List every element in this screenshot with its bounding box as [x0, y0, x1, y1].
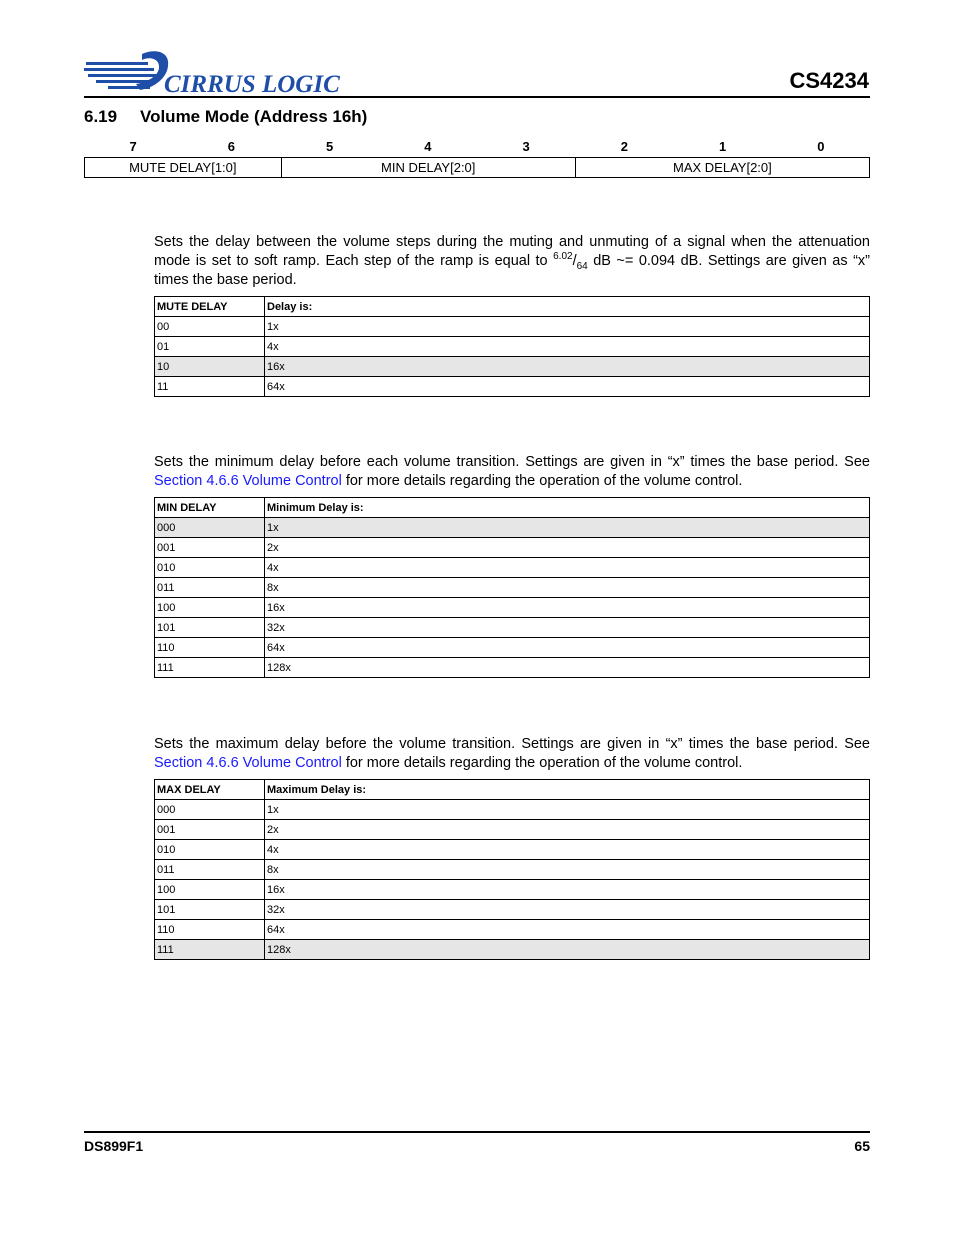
bit-label: 5 [326, 139, 334, 154]
bit-label: 7 [129, 139, 137, 154]
table-header: Delay is: [265, 297, 870, 317]
bit-number-row [84, 139, 870, 154]
register-field-table [84, 157, 870, 178]
page-number: 65 [854, 1138, 870, 1154]
section-link[interactable]: Section 4.6.6 Volume Control [154, 473, 342, 489]
header-rule [84, 96, 870, 98]
footer-doc-number: DS899F1 [84, 1138, 144, 1154]
mute-delay-table [154, 296, 870, 397]
table-row: 000 1x [155, 800, 870, 820]
section-title [84, 107, 367, 127]
table-header: Maximum Delay is: [265, 780, 870, 800]
table-row: 11 64x [155, 377, 870, 397]
table-header: MAX DELAY [155, 780, 265, 800]
table-row: 100 16x [155, 880, 870, 900]
table-header: MIN DELAY [155, 498, 265, 518]
bit-label: 4 [424, 139, 432, 154]
table-header: MUTE DELAY [155, 297, 265, 317]
document-id: CS4234 [789, 68, 869, 93]
field-max-delay: MAX DELAY[2:0] [575, 158, 869, 178]
table-row: 111 128x [155, 658, 870, 678]
table-row-selected: 10 16x [155, 357, 870, 377]
bit-label: 6 [227, 139, 235, 154]
table-row: 100 16x [155, 598, 870, 618]
table-row: 010 4x [155, 558, 870, 578]
bit-label: 2 [620, 139, 628, 154]
bit-label: 1 [719, 139, 727, 154]
table-row: 110 64x [155, 638, 870, 658]
bit-label: 3 [522, 139, 530, 154]
footer-rule [84, 1131, 870, 1133]
max-delay-table [154, 779, 870, 960]
min-delay-table [154, 497, 870, 678]
min-delay-description: Sets the minimum delay before each volume transition. Settings are given in “x” times the base period. See Section 4.6.6 Volume Control for more details regarding the operation of the volume control. [154, 454, 870, 489]
section-heading: Volume Mode (Address 16h) [140, 107, 368, 126]
table-row: 010 4x [155, 840, 870, 860]
table-row: 00 1x [155, 317, 870, 337]
svg-text:CIRRUS LOGIC: CIRRUS LOGIC [164, 71, 340, 96]
table-row: 110 64x [155, 920, 870, 940]
table-row: 01 4x [155, 337, 870, 357]
table-row: 001 2x [155, 538, 870, 558]
section-number: 6.19 [84, 107, 118, 126]
table-row: 011 8x [155, 578, 870, 598]
table-row: 011 8x [155, 860, 870, 880]
section-link[interactable]: Section 4.6.6 Volume Control [154, 755, 342, 771]
field-min-delay: MIN DELAY[2:0] [281, 158, 575, 178]
table-row-selected: 000 1x [155, 518, 870, 538]
cirrus-logic-logo [84, 48, 364, 96]
mute-delay-description: Sets the delay between the volume steps during the muting and unmuting of a signal when the attenuation mode is set to soft ramp. Each step of the ramp is equal to $^{6.02}/_{64}$ dB ~= 0.094 dB. Settings are given as “x” times the base period. [154, 234, 870, 288]
field-mute-delay: MUTE DELAY[1:0] [85, 158, 282, 178]
table-row: 101 32x [155, 618, 870, 638]
table-header: Minimum Delay is: [265, 498, 870, 518]
table-row-selected: 111 128x [155, 940, 870, 960]
table-row: 101 32x [155, 900, 870, 920]
table-row: 001 2x [155, 820, 870, 840]
bit-label: 0 [817, 139, 825, 154]
max-delay-description: Sets the maximum delay before the volume transition. Settings are given in “x” times the base period. See Section 4.6.6 Volume Control for more details regarding the operation of the volume control. [154, 736, 870, 771]
